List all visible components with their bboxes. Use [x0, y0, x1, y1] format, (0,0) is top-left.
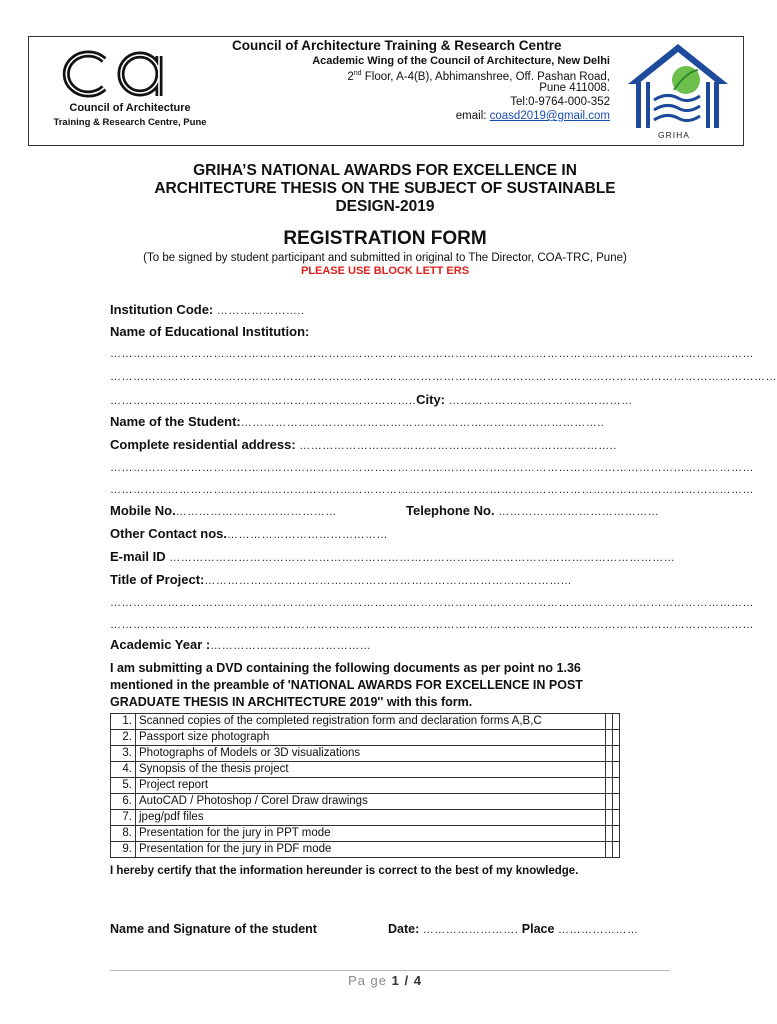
- document-checkbox[interactable]: [606, 746, 613, 762]
- academic-year-field[interactable]: Academic Year :……………………………………: [110, 637, 372, 652]
- city-field[interactable]: ……………………………………………………………………..City: …………………………………………: [110, 392, 633, 407]
- document-checkbox-2[interactable]: [613, 730, 620, 746]
- document-description: Scanned copies of the completed registration form and declaration forms A,B,C: [136, 714, 606, 730]
- project-title-line2[interactable]: ……………………………………………………………………………………………………………………………………………………: [110, 597, 754, 609]
- document-checkbox-2[interactable]: [613, 778, 620, 794]
- document-number: 5.: [111, 778, 136, 794]
- document-checkbox[interactable]: [606, 826, 613, 842]
- header-address: 2nd Floor, A-4(B), Abhimanshree, Off. Pashan Road,: [347, 70, 610, 83]
- header-tel: Tel:0-9764-000-352: [510, 96, 610, 108]
- dvd-paragraph: I am submitting a DVD containing the following documents as per point no 1.36 mentioned in the preamble of 'NATIONAL AWARDS FOR EXCELLENCE IN POST GRADUATE THESIS IN ARCHITECTURE 2019'' with this form.: [110, 661, 583, 709]
- address-line2[interactable]: ……………………………………………………………………………………………………………………………………………………: [110, 462, 754, 474]
- document-row: [111, 746, 620, 762]
- institution-name-label: Name of Educational Institution:: [110, 324, 310, 339]
- document-row: [111, 842, 620, 858]
- header-subtitle: Academic Wing of the Council of Architecture, New Delhi: [312, 55, 610, 67]
- document-number: 7.: [111, 810, 136, 826]
- document-number: 3.: [111, 746, 136, 762]
- document-description: AutoCAD / Photoshop / Corel Draw drawings: [136, 794, 606, 810]
- document-checkbox-2[interactable]: [613, 826, 620, 842]
- document-checkbox-2[interactable]: [613, 794, 620, 810]
- document-checkbox[interactable]: [606, 778, 613, 794]
- header-city: Pune 411008.: [539, 82, 610, 94]
- logo-line1: Council of Architecture: [69, 102, 191, 114]
- page-title: GRIHA’S NATIONAL AWARDS FOR EXCELLENCE IN ARCHITECTURE THESIS ON THE SUBJECT OF SUSTAINABLE DESIGN-2019: [154, 162, 616, 215]
- document-description: Project report: [136, 778, 606, 794]
- certify-statement: I hereby certify that the information hereunder is correct to the best of my knowledge.: [110, 865, 579, 877]
- document-checkbox[interactable]: [606, 810, 613, 826]
- document-row: [111, 762, 620, 778]
- form-title: REGISTRATION FORM: [283, 228, 487, 249]
- document-number: 8.: [111, 826, 136, 842]
- address-line3[interactable]: ……………………………………………………………………………………………………………………………………………………: [110, 484, 754, 496]
- mobile-field[interactable]: Mobile No.……………………………………: [110, 503, 337, 518]
- header-title: Council of Architecture Training & Research Centre: [232, 38, 562, 53]
- institution-name-line1[interactable]: ……………………………………………………………………………………………………………………………………………………: [110, 348, 754, 360]
- document-checkbox[interactable]: [606, 794, 613, 810]
- document-description: Passport size photograph: [136, 730, 606, 746]
- date-field[interactable]: Date: ……………………. Place …………………: [388, 922, 639, 936]
- document-description: jpeg/pdf files: [136, 810, 606, 826]
- document-description: Presentation for the jury in PPT mode: [136, 826, 606, 842]
- other-contact-field[interactable]: Other Contact nos.……………………………………: [110, 526, 389, 541]
- document-row: [111, 826, 620, 842]
- document-row: [111, 778, 620, 794]
- email-link[interactable]: coasd2019@gmail.com: [489, 110, 610, 122]
- document-checkbox-2[interactable]: [613, 714, 620, 730]
- project-title-line3[interactable]: ……………………………………………………………………………………………………………………………………………………: [110, 619, 754, 631]
- document-description: Photographs of Models or 3D visualizations: [136, 746, 606, 762]
- project-title-field[interactable]: Title of Project:…………………………………………………………………………………...: [110, 572, 572, 587]
- student-name-field[interactable]: Name of the Student:…………………………………………………………………………………..: [110, 414, 605, 429]
- document-row: [111, 730, 620, 746]
- block-letters-note: PLEASE USE BLOCK LETT ERS: [300, 265, 470, 277]
- header-email: email: coasd2019@gmail.com: [455, 110, 610, 122]
- document-row: [111, 714, 620, 730]
- griha-label: GRIHA: [658, 130, 690, 140]
- document-checkbox-2[interactable]: [613, 842, 620, 858]
- footer-divider: [110, 970, 670, 971]
- document-checkbox[interactable]: [606, 762, 613, 778]
- document-checkbox[interactable]: [606, 842, 613, 858]
- institution-code-field[interactable]: Institution Code: …………………..: [110, 302, 305, 317]
- document-number: 2.: [111, 730, 136, 746]
- document-number: 1.: [111, 714, 136, 730]
- document-checkbox-2[interactable]: [613, 762, 620, 778]
- document-description: Presentation for the jury in PDF mode: [136, 842, 606, 858]
- logo-line2: Training & Research Centre, Pune: [53, 117, 207, 128]
- form-instruction: (To be signed by student participant and submitted in original to The Director, COA-TRC, Pune): [143, 252, 627, 264]
- document-description: Synopsis of the thesis project: [136, 762, 606, 778]
- document-checkbox[interactable]: [606, 730, 613, 746]
- griha-logo-icon: [626, 42, 730, 138]
- document-checkbox-2[interactable]: [613, 746, 620, 762]
- coa-logo-icon: [60, 48, 190, 100]
- email-id-field[interactable]: E-mail ID ……………………………………………………………………………………………………………………: [110, 549, 676, 564]
- telephone-field[interactable]: Telephone No. ……………………………………: [406, 503, 660, 518]
- institution-name-line2[interactable]: …………………………………………………………………………………………………………………………………………………………: [110, 371, 777, 383]
- signature-label: Name and Signature of the student: [110, 922, 317, 936]
- document-number: 4.: [111, 762, 136, 778]
- document-row: [111, 794, 620, 810]
- document-row: [111, 810, 620, 826]
- page-number: Pa ge 1 / 4: [348, 973, 422, 988]
- document-number: 9.: [111, 842, 136, 858]
- document-checkbox[interactable]: [606, 714, 613, 730]
- document-number: 6.: [111, 794, 136, 810]
- documents-table: [110, 713, 620, 858]
- address-field[interactable]: Complete residential address: ………………………………………………………………………..: [110, 437, 617, 452]
- document-checkbox-2[interactable]: [613, 810, 620, 826]
